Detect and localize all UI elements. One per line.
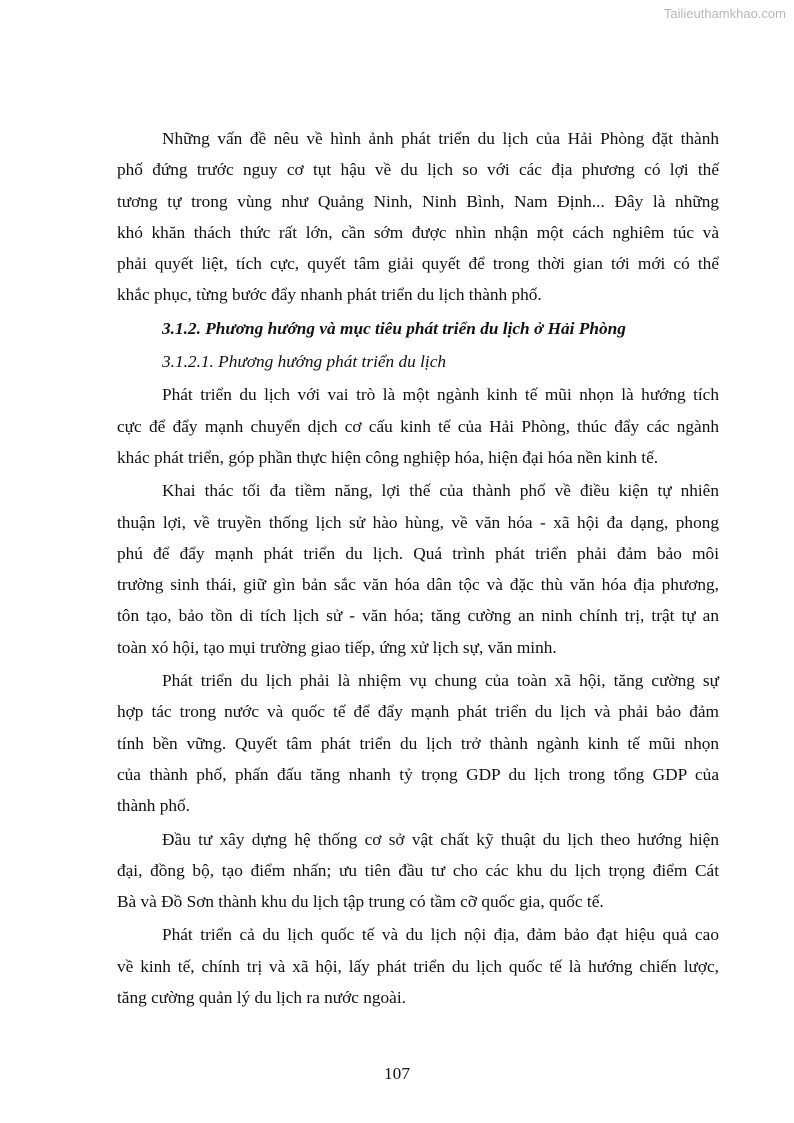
text-line: toàn xó hội, tạo mụi trường giao tiếp, ứng xử lịch sự, văn minh. xyxy=(117,637,557,657)
text-line: khắc phục, từng bước đẩy nhanh phát triển du lịch thành phố. xyxy=(117,285,542,305)
text-line: Bà và Đồ Sơn thành khu du lịch tập trung có tầm cỡ quốc gia, quốc tế. xyxy=(117,892,604,912)
text-line: về kinh tế, chính trị và xã hội, lấy phát triển du lịch quốc tế là hướng chiến lược, xyxy=(117,956,719,976)
section-heading xyxy=(117,313,719,344)
text-line: phải quyết liệt, tích cực, quyết tâm giải quyết để trong thời gian tới mới có thể xyxy=(117,254,719,274)
text-line: cực để đẩy mạnh chuyển dịch cơ cấu kinh tế của Hải Phòng, thúc đẩy các ngành xyxy=(117,416,719,436)
text-line: phú để đẩy mạnh phát triển du lịch. Quá trình phát triển phải đảm bảo môi xyxy=(117,543,719,563)
text-line: Đầu tư xây dựng hệ thống cơ sở vật chất kỹ thuật du lịch theo hướng hiện xyxy=(162,829,719,849)
text-line: tăng cường quản lý du lịch ra nước ngoài. xyxy=(117,988,406,1008)
text-line: hợp tác trong nước và quốc tế để đẩy mạnh phát triển du lịch và phải bảo đảm xyxy=(117,702,719,722)
text-line: của thành phố, phấn đấu tăng nhanh tỷ trọng GDP du lịch trong tổng GDP của xyxy=(117,764,719,784)
watermark: Tailieuthamkhao.com xyxy=(663,6,786,21)
text-line: tôn tạo, bảo tồn di tích lịch sử - văn hóa; tăng cường an ninh chính trị, trật tự an xyxy=(117,606,719,626)
paragraph xyxy=(117,123,719,311)
text-line: tương tự trong vùng như Quảng Ninh, Ninh Bình, Nam Định... Đây là những xyxy=(117,191,719,211)
text-line: 3.1.2.1. Phương hướng phát triển du lịch xyxy=(162,352,447,372)
paragraph xyxy=(117,379,719,473)
text-line: Khai thác tối đa tiềm năng, lợi thế của thành phố về điều kiện tự nhiên xyxy=(162,481,719,501)
text-line: Phát triển du lịch phải là nhiệm vụ chung của toàn xã hội, tăng cường sự xyxy=(162,671,719,691)
text-line: đại, đồng bộ, tạo điểm nhấn; ưu tiên đầu tư cho các khu du lịch trọng điểm Cát xyxy=(117,860,719,880)
text-line: khó khăn thách thức rất lớn, cần sớm được nhìn nhận một cách nghiêm túc và xyxy=(117,222,719,242)
text-line: khác phát triển, góp phần thực hiện công nghiệp hóa, hiện đại hóa nền kinh tế. xyxy=(117,447,659,467)
text-line: trường sinh thái, giữ gìn bản sắc văn hóa dân tộc và đặc thù văn hóa địa phương, xyxy=(117,575,719,595)
text-line: Phát triển cả du lịch quốc tế và du lịch nội địa, đảm bảo đạt hiệu quả cao xyxy=(162,925,719,945)
text-line: thuận lợi, về truyền thống lịch sử hào hùng, về văn hóa - xã hội đa dạng, phong xyxy=(117,512,719,532)
text-line: Phát triển du lịch với vai trò là một ngành kinh tế mũi nhọn là hướng tích xyxy=(162,385,719,405)
text-line: tính bền vững. Quyết tâm phát triển du lịch trở thành ngành kinh tế mũi nhọn xyxy=(117,733,719,753)
text-line: phố đứng trước nguy cơ tụt hậu về du lịch so với các địa phương có lợi thế xyxy=(117,160,719,180)
page-number: 107 xyxy=(384,1064,410,1083)
text-line: 3.1.2. Phương hướng và mục tiêu phát triển du lịch ở Hải Phòng xyxy=(162,318,626,338)
text-line: thành phố. xyxy=(117,796,190,816)
subsection-heading xyxy=(117,346,719,377)
paragraph xyxy=(117,919,719,1013)
paragraph xyxy=(117,665,719,821)
paragraph xyxy=(117,475,719,663)
document-body xyxy=(117,121,719,1013)
paragraph xyxy=(117,824,719,918)
text-line: Những vấn đề nêu về hình ảnh phát triển du lịch của Hải Phòng đặt thành xyxy=(162,129,719,148)
